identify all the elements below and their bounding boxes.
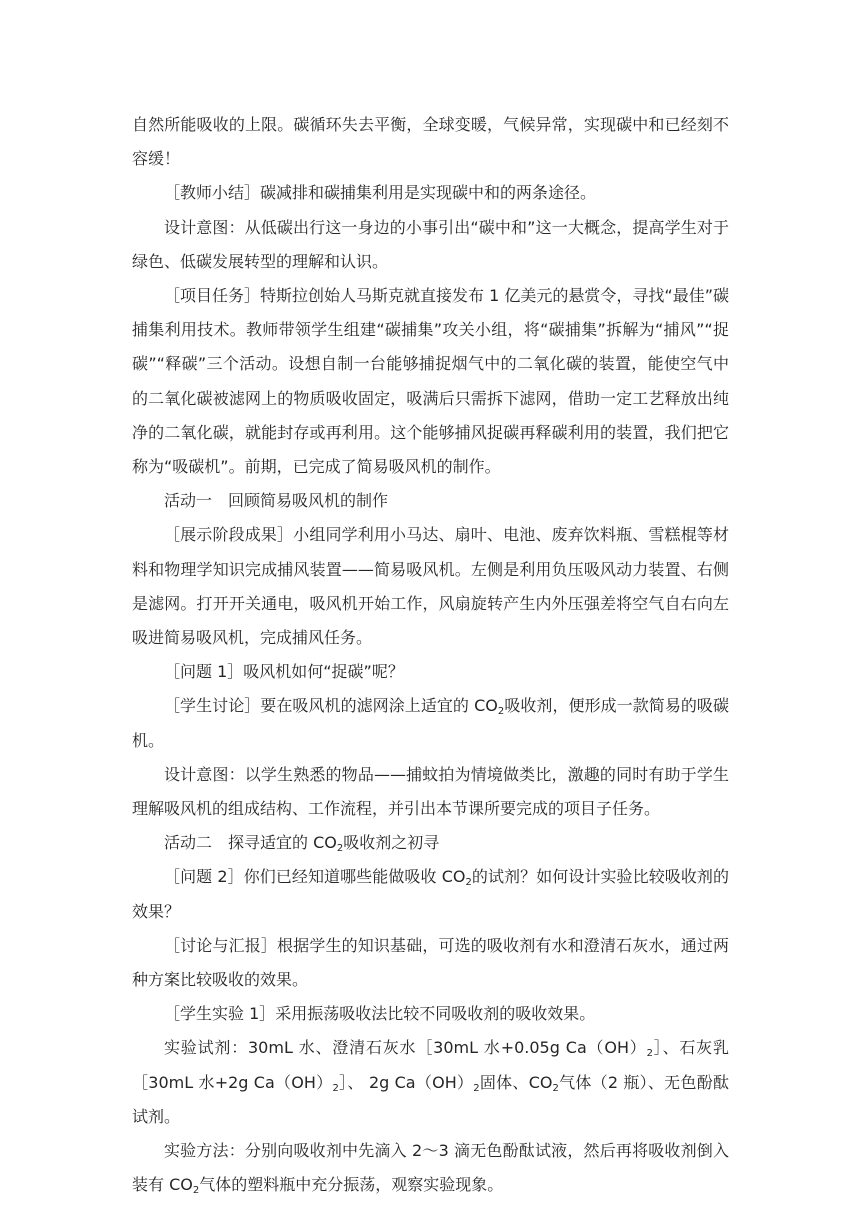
document-page xyxy=(132,108,729,1203)
paragraph-10: ［问题 2］你们已经知道哪些能做吸收 $CO_2$的试剂？如何设计实验比较吸收剂的效果？ xyxy=(132,867,729,921)
paragraph-14: 实验方法：分别向吸收剂中先滴入 2～3 滴无色酚酞试液，然后再将吸收剂倒入装有 $CO_2$气体的塑料瓶中充分振荡，观察实验现象。 xyxy=(132,1141,729,1197)
paragraph-2: 设计意图：从低碳出行这一身边的小事引出“碳中和”这一大概念，提高学生对于绿色、低碳发展转型的理解和认识。 xyxy=(132,217,729,271)
paragraph-1: ［教师小结］碳减排和碳捕集利用是实现碳中和的两条途径。 xyxy=(164,183,597,203)
paragraph-12: ［学生实验 1］采用振荡吸收法比较不同吸收剂的吸收效果。 xyxy=(164,1004,596,1024)
paragraph-7: ［学生讨论］要在吸风机的滤网涂上适宜的 $CO_2$吸收剂，便形成一款简易的吸碳机。 xyxy=(132,696,729,750)
paragraph-6: ［问题 1］吸风机如何“捉碳”呢？ xyxy=(164,662,404,682)
paragraph-11: ［讨论与汇报］根据学生的知识基础，可选的吸收剂有水和澄清石灰水，通过两种方案比较吸收的效果。 xyxy=(132,935,729,990)
paragraph-9: 活动二 探寻适宜的 $CO_2$吸收剂之初寻 xyxy=(164,833,440,855)
paragraph-4: 活动一 回顾简易吸风机的制作 xyxy=(164,491,389,511)
paragraph-8: 设计意图：以学生熟悉的物品——捕蚊拍为情境做类比，激趣的同时有助于学生理解吸风机的组成结构、工作流程，并引出本节课所要完成的项目子任务。 xyxy=(132,764,729,819)
paragraph-3: ［项目任务］特斯拉创始人马斯克就直接发布 1 亿美元的悬赏令，寻找“最佳”碳捕集利用技术。教师带领学生组建“碳捕集”攻关小组，将“碳捕集”拆解为“捕风”“捉碳”“释碳”三个活动。设想自制一台能够捕捉烟气中的二氧化碳的装置，能使空气中的二氧化碳被滤网上的物质吸收固定，吸满后只需拆下滤网，借助一定工艺释放出纯净的二氧化碳，就能封存或再利用。这个能够捕风捉碳再释碳利用的装置，我们把它称为“吸碳机”。前期，已完成了简易吸风机的制作。 xyxy=(132,286,729,477)
paragraph-0: 自然所能吸收的上限。碳循环失去平衡，全球变暖，气候异常，实现碳中和已经刻不容缓！ xyxy=(132,115,729,169)
paragraph-13: 实验试剂：30mL 水、澄清石灰水［30mL 水+0.05g $Ca(OH)_2]$、石灰乳［30mL 水+2g $Ca(OH)_2]$、 2g $Ca(OH)_2$固体、$CO_2$气体（2 瓶）、无色酚酞试剂。 xyxy=(132,1038,729,1126)
paragraph-5: ［展示阶段成果］小组同学利用小马达、扇叶、电池、废弃饮料瓶、雪糕棍等材料和物理学知识完成捕风装置——简易吸风机。左侧是利用负压吸风动力装置、右侧是滤网。打开开关通电，吸风机开始工作，风扇旋转产生内外压强差将空气自右向左吸进简易吸风机，完成捕风任务。 xyxy=(132,525,729,648)
